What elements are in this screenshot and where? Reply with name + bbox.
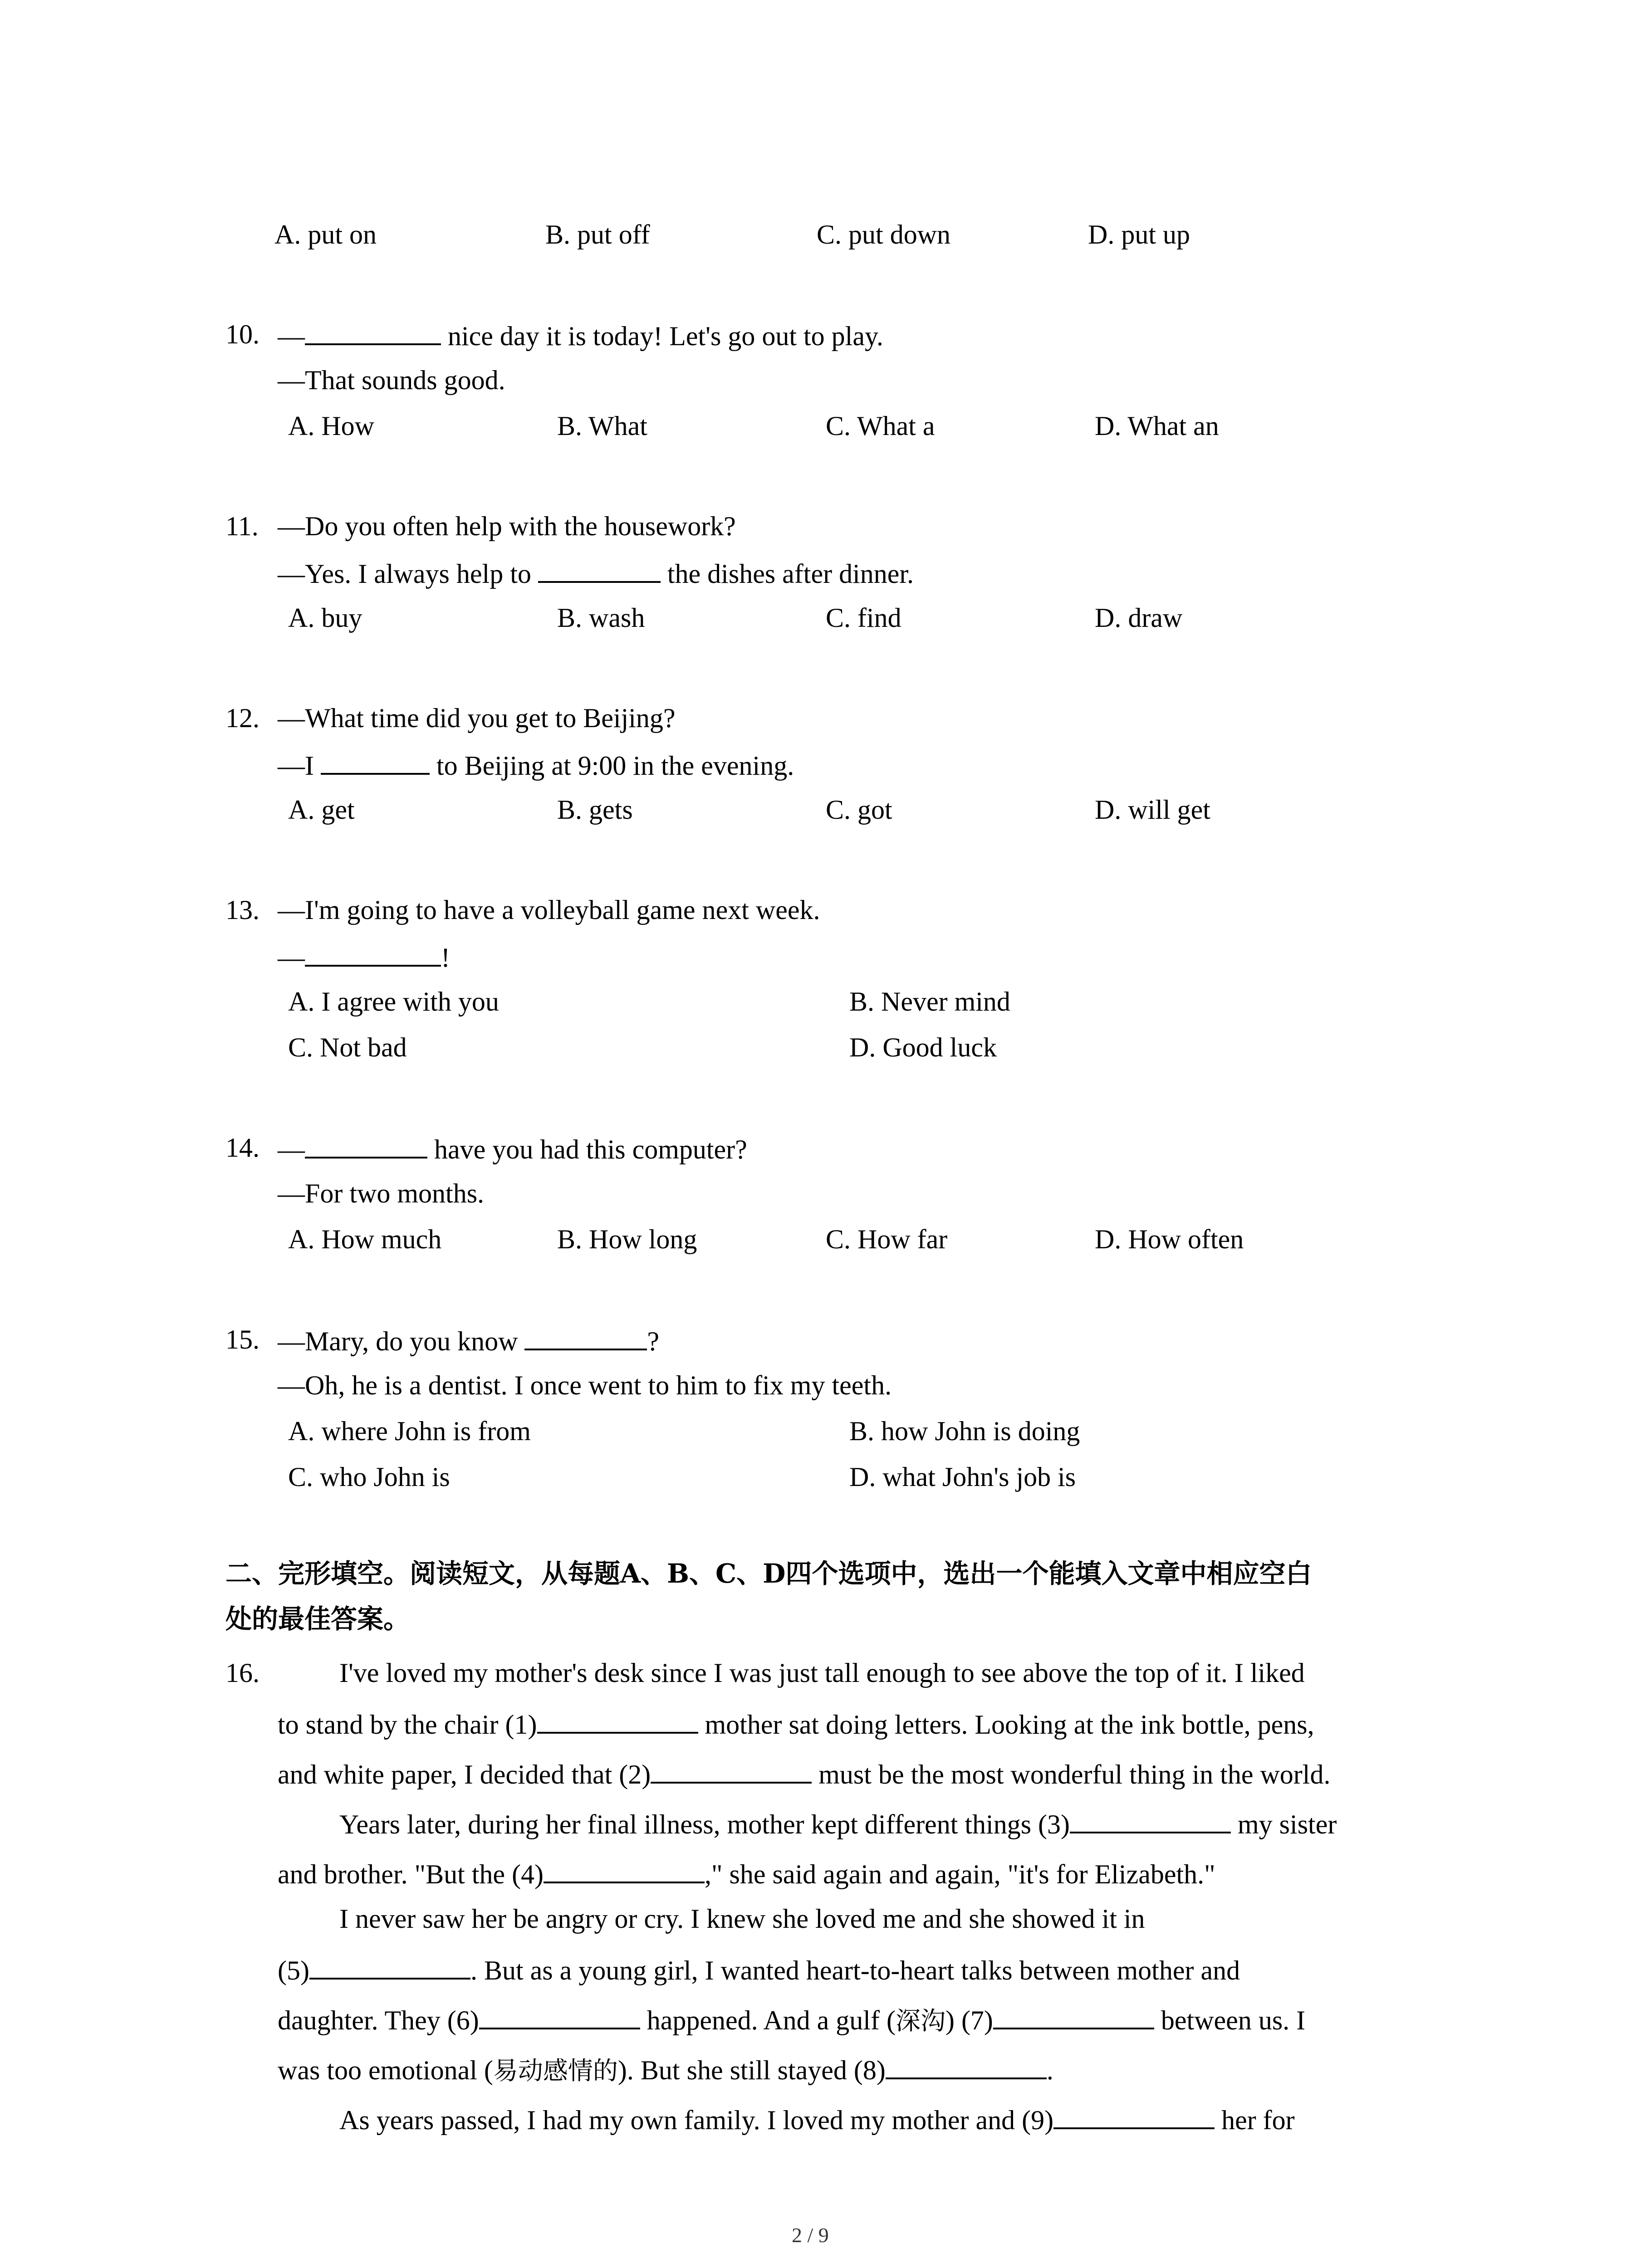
passage-line: (5) . But as a young girl, I wanted heart-to-heart talks between mother and: [278, 1955, 1240, 1985]
q11-option-b: B. wash: [557, 603, 645, 633]
q12-number: 12.: [225, 703, 260, 733]
q9-option-b: B. put off: [545, 220, 650, 249]
section-heading-line1: 二、完形填空。阅读短文，从每题A、B、C、D四个选项中，选出一个能填入文章中相应空白: [225, 1558, 1312, 1589]
q13-option-b: B. Never mind: [849, 987, 1010, 1017]
q11-line1: —Do you often help with the housework?: [278, 511, 736, 541]
q15-option-a: A. where John is from: [288, 1416, 531, 1446]
q15-line2: —Oh, he is a dentist. I once went to him to fix my teeth.: [278, 1370, 892, 1400]
q14-line1: — have you had this computer?: [278, 1134, 747, 1164]
q12-option-d: D. will get: [1095, 795, 1210, 825]
answer-blank[interactable]: [305, 321, 441, 345]
q9-option-d: D. put up: [1088, 220, 1190, 249]
q10-option-c: C. What a: [826, 411, 935, 441]
q14-number: 14.: [225, 1133, 260, 1163]
q11-option-a: A. buy: [288, 603, 362, 633]
q15-option-d: D. what John's job is: [849, 1462, 1076, 1492]
q15-option-c: C. who John is: [288, 1462, 450, 1492]
q14-option-a: A. How much: [288, 1224, 442, 1254]
answer-blank[interactable]: [305, 942, 441, 967]
q11-line2: —Yes. I always help to the dishes after dinner.: [278, 559, 914, 589]
q13-option-d: D. Good luck: [849, 1032, 997, 1062]
q12-option-b: B. gets: [557, 795, 633, 825]
page-number: 2 / 9: [792, 2224, 829, 2247]
q12-line2: —I to Beijing at 9:00 in the evening.: [278, 751, 794, 781]
q11-option-c: C. find: [826, 603, 901, 633]
q11-number: 11.: [225, 511, 259, 541]
q12-line1: —What time did you get to Beijing?: [278, 703, 676, 733]
q10-line1: — nice day it is today! Let's go out to play.: [278, 321, 884, 351]
answer-blank[interactable]: [524, 1326, 647, 1350]
passage-line: and white paper, I decided that (2) must be the most wonderful thing in the world.: [278, 1760, 1331, 1789]
q14-option-c: C. How far: [826, 1224, 948, 1254]
q16-number: 16.: [225, 1658, 260, 1688]
passage-line: was too emotional (易动感情的). But she still stayed (8) .: [278, 2055, 1053, 2085]
answer-blank[interactable]: [305, 1134, 427, 1158]
passage-line: daughter. They (6) happened. And a gulf (深沟) (7) between us. I: [278, 2005, 1306, 2035]
answer-blank[interactable]: [321, 750, 430, 775]
answer-blank[interactable]: [538, 558, 661, 583]
q14-line2: —For two months.: [278, 1178, 485, 1208]
blank-8[interactable]: [886, 2055, 1047, 2079]
q9-option-c: C. put down: [817, 220, 951, 249]
blank-4[interactable]: [544, 1859, 705, 1883]
section-heading-line2: 处的最佳答案。: [225, 1603, 410, 1634]
passage-line: to stand by the chair (1) mother sat doing letters. Looking at the ink bottle, pens,: [278, 1710, 1314, 1740]
q13-number: 13.: [225, 895, 260, 925]
q13-line1: —I'm going to have a volleyball game next week.: [278, 895, 820, 925]
q14-option-d: D. How often: [1095, 1224, 1244, 1254]
q13-option-a: A. I agree with you: [288, 987, 499, 1017]
passage-line: I've loved my mother's desk since I was just tall enough to see above the top of it. I liked: [339, 1658, 1305, 1688]
q11-option-d: D. draw: [1095, 603, 1183, 633]
blank-7[interactable]: [993, 2005, 1154, 2029]
q10-line2: —That sounds good.: [278, 365, 505, 395]
q12-option-c: C. got: [826, 795, 892, 825]
blank-3[interactable]: [1070, 1809, 1231, 1833]
q10-option-a: A. How: [288, 411, 374, 441]
blank-1[interactable]: [537, 1709, 698, 1734]
q10-option-b: B. What: [557, 411, 647, 441]
blank-6[interactable]: [479, 2005, 640, 2029]
q10-option-d: D. What an: [1095, 411, 1219, 441]
q14-option-b: B. How long: [557, 1224, 697, 1254]
passage-line: and brother. "But the (4) ," she said again and again, "it's for Elizabeth.": [278, 1859, 1215, 1889]
q12-option-a: A. get: [288, 795, 355, 825]
q13-line2: — !: [278, 943, 450, 973]
blank-9[interactable]: [1053, 2105, 1215, 2129]
passage-line: As years passed, I had my own family. I loved my mother and (9) her for: [339, 2105, 1295, 2135]
blank-5[interactable]: [309, 1955, 470, 1980]
passage-line: Years later, during her final illness, mother kept different things (3) my sister: [339, 1809, 1337, 1839]
blank-2[interactable]: [651, 1759, 812, 1784]
q10-number: 10.: [225, 319, 260, 349]
q13-option-c: C. Not bad: [288, 1032, 407, 1062]
q15-line1: —Mary, do you know ?: [278, 1326, 660, 1356]
q15-option-b: B. how John is doing: [849, 1416, 1080, 1446]
passage-line: I never saw her be angry or cry. I knew she loved me and she showed it in: [339, 1904, 1145, 1934]
q15-number: 15.: [225, 1325, 260, 1354]
q9-option-a: A. put on: [274, 220, 377, 249]
